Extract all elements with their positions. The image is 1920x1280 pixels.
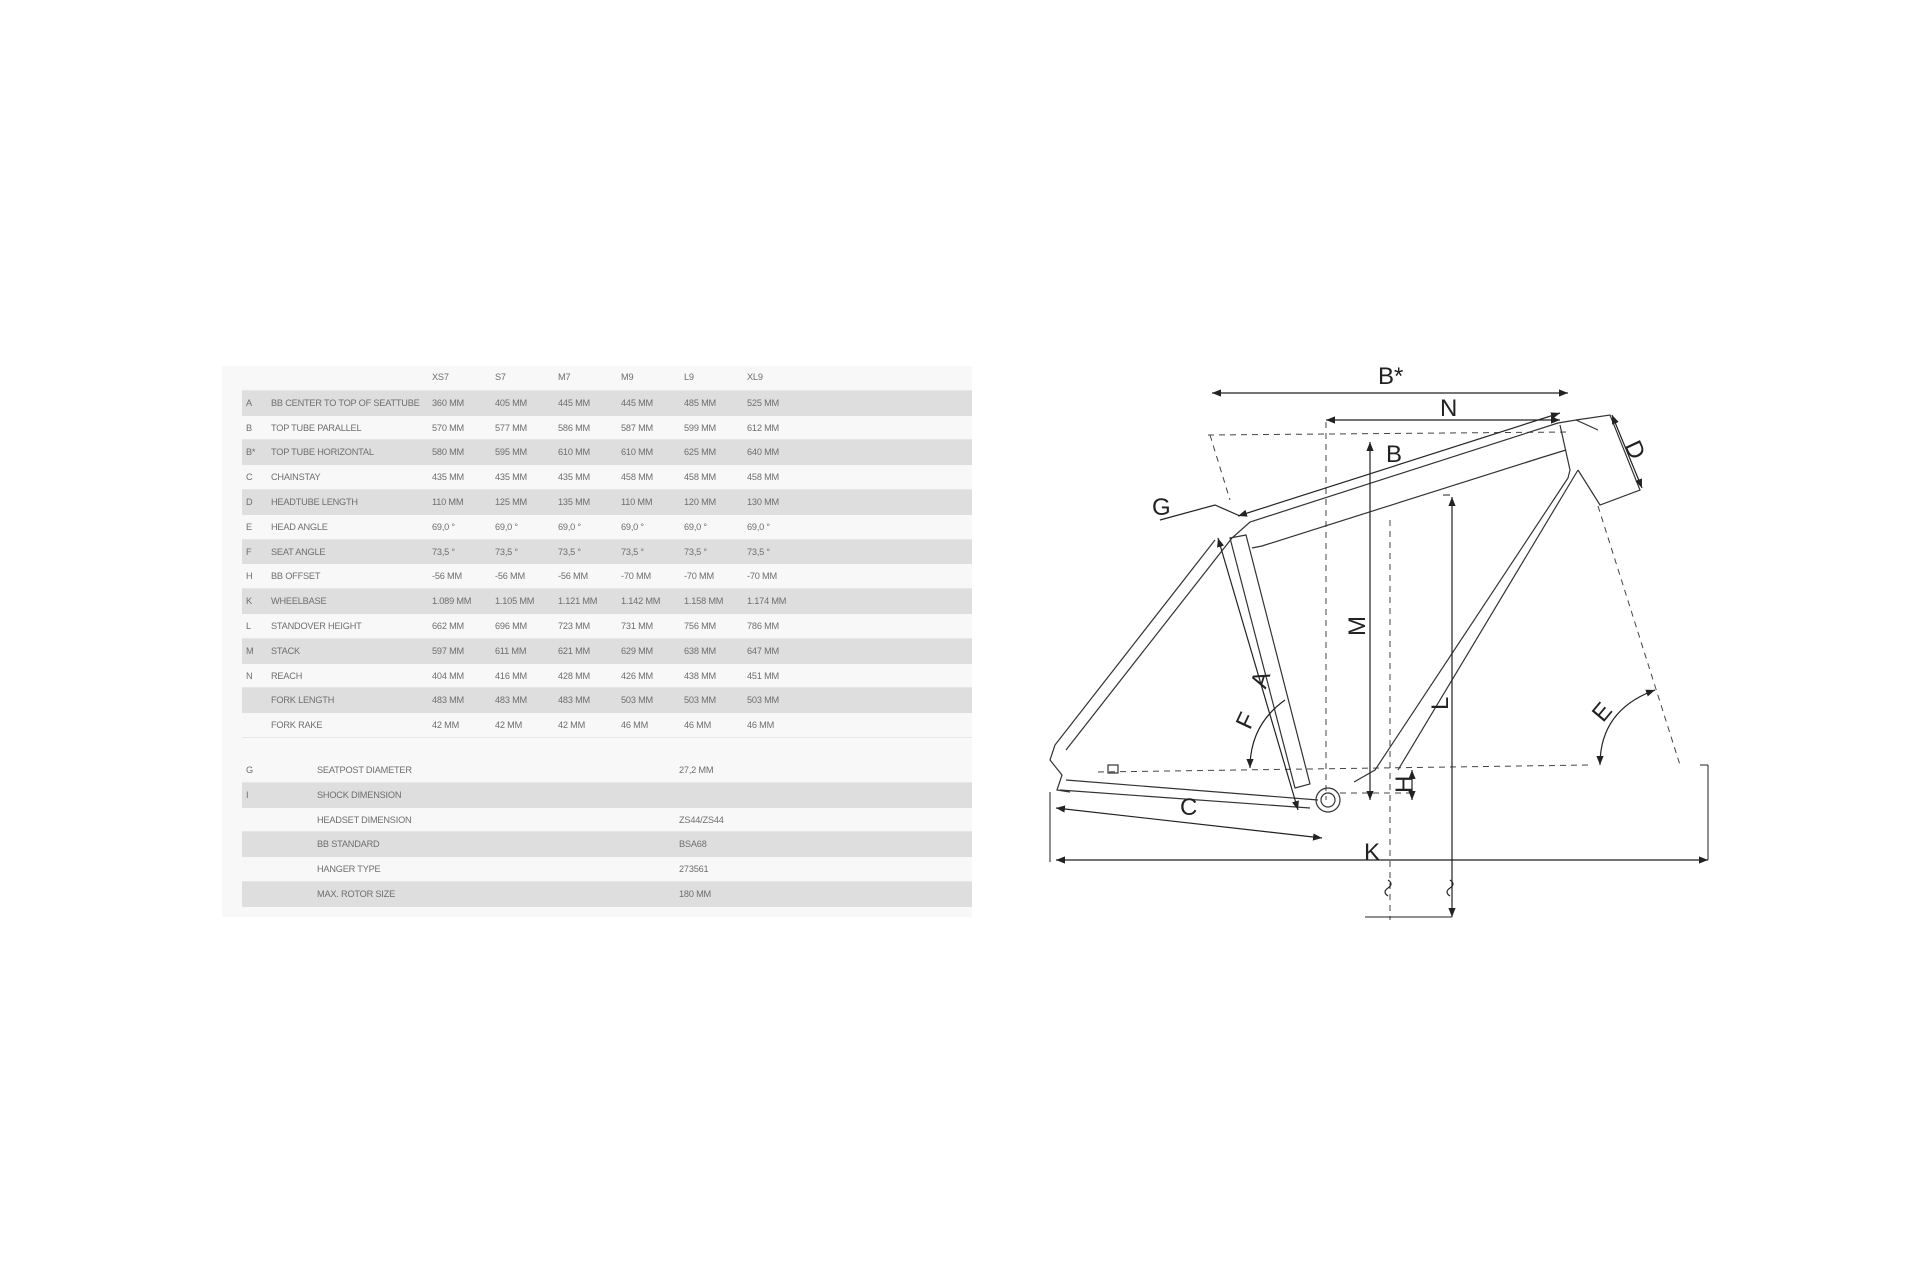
row-value: 416 MM bbox=[495, 670, 527, 681]
row-value: 1.158 MM bbox=[684, 596, 724, 607]
row-value: 587 MM bbox=[621, 422, 653, 433]
row-value: 786 MM bbox=[747, 621, 779, 631]
spec-value: BSA68 bbox=[679, 839, 707, 850]
row-value: 135 MM bbox=[558, 497, 590, 507]
row-value: 73,5 ° bbox=[747, 546, 770, 557]
row-value: 458 MM bbox=[684, 472, 716, 483]
row-value: 42 MM bbox=[432, 720, 460, 731]
row-value: 69,0 ° bbox=[684, 521, 707, 532]
row-value: 597 MM bbox=[432, 645, 464, 656]
label-g: G bbox=[1152, 494, 1171, 521]
label-l: L bbox=[1427, 696, 1454, 710]
row-code: B* bbox=[246, 447, 256, 458]
row-value: 435 MM bbox=[495, 472, 527, 483]
label-c: C bbox=[1180, 794, 1198, 821]
row-value: 125 MM bbox=[495, 497, 527, 507]
row-label: HEAD ANGLE bbox=[271, 521, 328, 532]
row-value: 595 MM bbox=[495, 447, 527, 458]
row-value: 756 MM bbox=[684, 621, 716, 631]
row-value: 570 MM bbox=[432, 422, 464, 433]
row-value: -56 MM bbox=[432, 571, 462, 582]
label-k: K bbox=[1364, 839, 1381, 866]
row-value: 625 MM bbox=[684, 447, 716, 458]
row-value: 1.089 MM bbox=[432, 596, 472, 607]
row-value: 73,5 ° bbox=[558, 546, 581, 557]
row-value: 503 MM bbox=[747, 695, 779, 706]
row-divider bbox=[242, 737, 972, 738]
row-value: 483 MM bbox=[432, 695, 464, 706]
row-value: 46 MM bbox=[684, 720, 712, 731]
row-value: 428 MM bbox=[558, 670, 590, 681]
table-row bbox=[242, 589, 972, 614]
row-value: 69,0 ° bbox=[432, 521, 455, 532]
row-label: STANDOVER HEIGHT bbox=[271, 621, 362, 631]
label-m: M bbox=[1344, 616, 1371, 636]
row-label: CHAINSTAY bbox=[271, 472, 321, 483]
label-b: B bbox=[1386, 441, 1403, 468]
row-value: 73,5 ° bbox=[432, 546, 455, 557]
label-f: F bbox=[1230, 708, 1262, 734]
row-value: 69,0 ° bbox=[495, 521, 518, 532]
row-code: C bbox=[246, 472, 253, 483]
row-value: 525 MM bbox=[747, 397, 779, 408]
row-value: 483 MM bbox=[495, 695, 527, 706]
row-code: K bbox=[246, 596, 252, 607]
spec-code: I bbox=[246, 789, 249, 800]
spec-row bbox=[242, 808, 972, 833]
row-value: 731 MM bbox=[621, 621, 653, 631]
row-code: A bbox=[246, 397, 252, 408]
row-code: D bbox=[246, 497, 253, 507]
row-value: 46 MM bbox=[747, 720, 775, 731]
row-value: 485 MM bbox=[684, 397, 716, 408]
row-value: 621 MM bbox=[558, 645, 590, 656]
row-value: -70 MM bbox=[747, 571, 777, 582]
row-value: 640 MM bbox=[747, 447, 779, 458]
row-value: -70 MM bbox=[684, 571, 714, 582]
table-row bbox=[242, 440, 972, 465]
row-label: SEAT ANGLE bbox=[271, 546, 326, 557]
row-value: 130 MM bbox=[747, 497, 779, 507]
row-label: TOP TUBE PARALLEL bbox=[271, 422, 362, 433]
spec-value: ZS44/ZS44 bbox=[679, 814, 724, 825]
label-b-star: B* bbox=[1378, 363, 1404, 390]
label-h: H bbox=[1391, 775, 1418, 793]
row-label: WHEELBASE bbox=[271, 596, 327, 607]
table-row bbox=[242, 614, 972, 639]
table-row bbox=[242, 465, 972, 490]
row-value: 360 MM bbox=[432, 397, 464, 408]
row-value: 458 MM bbox=[747, 472, 779, 483]
row-value: 629 MM bbox=[621, 645, 653, 656]
row-value: 1.105 MM bbox=[495, 596, 535, 607]
size-header: L9 bbox=[684, 372, 694, 382]
row-value: -56 MM bbox=[495, 571, 525, 582]
row-value: 73,5 ° bbox=[495, 546, 518, 557]
spec-label: SHOCK DIMENSION bbox=[317, 789, 402, 800]
row-value: 503 MM bbox=[684, 695, 716, 706]
row-value: 405 MM bbox=[495, 397, 527, 408]
row-value: 42 MM bbox=[495, 720, 523, 731]
row-value: 1.142 MM bbox=[621, 596, 661, 607]
row-value: 1.121 MM bbox=[558, 596, 598, 607]
row-value: 503 MM bbox=[621, 695, 653, 706]
row-value: 46 MM bbox=[621, 720, 649, 731]
row-value: -70 MM bbox=[621, 571, 651, 582]
row-value: 435 MM bbox=[558, 472, 590, 483]
spec-value: 180 MM bbox=[679, 889, 711, 899]
spec-value: 273561 bbox=[679, 864, 709, 875]
table-header-row bbox=[242, 366, 972, 391]
row-value: 586 MM bbox=[558, 422, 590, 433]
row-value: 426 MM bbox=[621, 670, 653, 681]
row-value: 73,5 ° bbox=[621, 546, 644, 557]
row-code: N bbox=[246, 670, 253, 681]
row-value: 438 MM bbox=[684, 670, 716, 681]
row-value: 110 MM bbox=[621, 497, 653, 507]
row-label: BB CENTER TO TOP OF SEATTUBE bbox=[271, 397, 420, 408]
row-value: 451 MM bbox=[747, 670, 779, 681]
row-value: 435 MM bbox=[432, 472, 464, 483]
row-value: 611 MM bbox=[495, 645, 527, 656]
spec-label: SEATPOST DIAMETER bbox=[317, 765, 412, 775]
row-value: 647 MM bbox=[747, 645, 779, 656]
row-label: FORK LENGTH bbox=[271, 695, 335, 706]
dashed-guides bbox=[1098, 422, 1680, 920]
row-value: 42 MM bbox=[558, 720, 586, 731]
spec-row bbox=[242, 758, 972, 783]
row-value: 1.174 MM bbox=[747, 596, 787, 607]
label-d: D bbox=[1618, 436, 1651, 464]
row-label: HEADTUBE LENGTH bbox=[271, 497, 358, 507]
row-value: 638 MM bbox=[684, 645, 716, 656]
row-label: TOP TUBE HORIZONTAL bbox=[271, 447, 374, 458]
row-label: BB OFFSET bbox=[271, 571, 321, 582]
row-code: B bbox=[246, 422, 252, 433]
row-value: 458 MM bbox=[621, 472, 653, 483]
table-row bbox=[242, 416, 972, 441]
dimension-labels bbox=[1152, 363, 1650, 866]
size-header: XL9 bbox=[747, 372, 763, 382]
row-value: 723 MM bbox=[558, 621, 590, 631]
row-value: 483 MM bbox=[558, 695, 590, 706]
table-row bbox=[242, 540, 972, 565]
row-value: -56 MM bbox=[558, 571, 588, 582]
row-code: E bbox=[246, 521, 252, 532]
spec-row bbox=[242, 882, 972, 907]
spec-label: HANGER TYPE bbox=[317, 864, 381, 875]
row-value: 610 MM bbox=[621, 447, 653, 458]
row-label: REACH bbox=[271, 670, 303, 681]
row-code: F bbox=[246, 546, 252, 557]
table-row bbox=[242, 564, 972, 589]
geometry-table bbox=[222, 366, 972, 917]
row-value: 662 MM bbox=[432, 621, 464, 631]
label-e: E bbox=[1586, 697, 1618, 728]
row-value: 610 MM bbox=[558, 447, 590, 458]
row-value: 69,0 ° bbox=[747, 521, 770, 532]
dimension-lines bbox=[1056, 393, 1708, 917]
spec-row bbox=[242, 783, 972, 808]
row-value: 577 MM bbox=[495, 422, 527, 433]
spec-label: BB STANDARD bbox=[317, 839, 380, 850]
row-value: 599 MM bbox=[684, 422, 716, 433]
spec-code: G bbox=[246, 765, 253, 775]
label-a: A bbox=[1245, 667, 1277, 692]
spec-row bbox=[242, 857, 972, 882]
spec-row bbox=[242, 832, 972, 857]
label-n: N bbox=[1440, 395, 1458, 422]
row-value: 73,5 ° bbox=[684, 546, 707, 557]
size-header: M7 bbox=[558, 372, 571, 382]
row-label: FORK RAKE bbox=[271, 720, 323, 731]
table-row bbox=[242, 639, 972, 664]
row-code: H bbox=[246, 571, 253, 582]
table-row bbox=[242, 664, 972, 689]
row-value: 69,0 ° bbox=[621, 521, 644, 532]
table-row bbox=[242, 515, 972, 540]
spec-value: 27,2 MM bbox=[679, 765, 714, 775]
size-header: XS7 bbox=[432, 372, 449, 382]
row-value: 580 MM bbox=[432, 447, 464, 458]
table-row bbox=[242, 391, 972, 416]
row-value: 445 MM bbox=[558, 397, 590, 408]
size-header: M9 bbox=[621, 372, 634, 382]
row-value: 696 MM bbox=[495, 621, 527, 631]
row-code: M bbox=[246, 645, 254, 656]
row-value: 404 MM bbox=[432, 670, 464, 681]
spec-label: HEADSET DIMENSION bbox=[317, 814, 412, 825]
row-code: L bbox=[246, 621, 251, 631]
frame-outline bbox=[1050, 415, 1640, 812]
table-row bbox=[242, 490, 972, 515]
row-value: 110 MM bbox=[432, 497, 464, 507]
row-value: 445 MM bbox=[621, 397, 653, 408]
row-value: 69,0 ° bbox=[558, 521, 581, 532]
size-header: S7 bbox=[495, 372, 506, 382]
row-value: 612 MM bbox=[747, 422, 779, 433]
spec-label: MAX. ROTOR SIZE bbox=[317, 889, 395, 899]
table-row bbox=[242, 713, 972, 738]
row-value: 120 MM bbox=[684, 497, 716, 507]
table-row bbox=[242, 688, 972, 713]
frame-geometry-diagram bbox=[1020, 350, 1720, 950]
row-label: STACK bbox=[271, 645, 300, 656]
